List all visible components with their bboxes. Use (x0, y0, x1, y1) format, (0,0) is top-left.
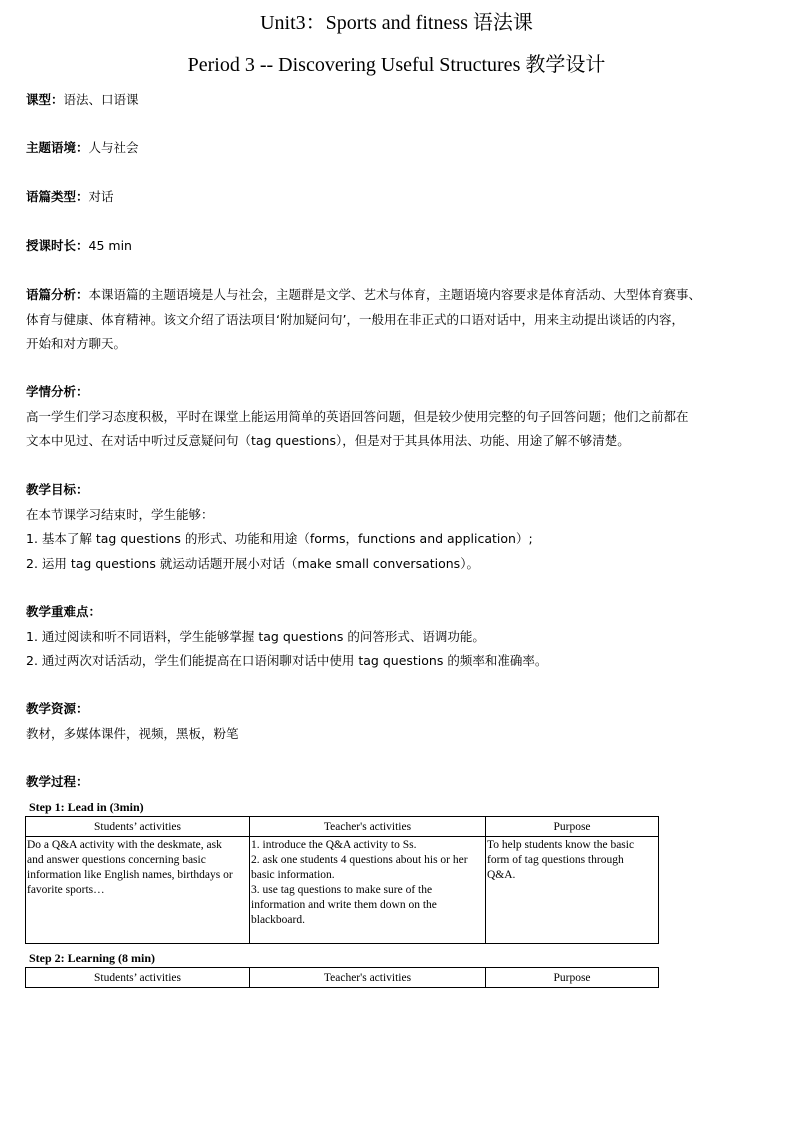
learner-line: 高一学生们学习态度积极，平时在课堂上能运用简单的英语回答问题，但是较少使用完整的句子回答问题；他们之前都在 (26, 408, 689, 424)
column-header-purpose: Purpose (486, 968, 659, 988)
field-text-type (26, 185, 781, 209)
field-duration (26, 234, 781, 258)
column-header-students: Students’ activities (26, 968, 250, 988)
cell-purpose: To help students know the basic form of tag questions through Q&A. (486, 837, 659, 944)
document-subtitle: Period 3 -- Discovering Useful Structures 教学设计 (187, 54, 606, 76)
section-label: 教学重难点： (26, 604, 102, 619)
table-row (26, 837, 659, 944)
column-header-teacher: Teacher's activities (250, 968, 486, 988)
column-header-students: Students’ activities (26, 817, 250, 837)
section-label: 教学资源： (26, 701, 89, 716)
field-value: 语法、口语课 (63, 92, 139, 107)
step-2-table (25, 967, 659, 988)
field-theme-context (26, 136, 781, 160)
objective-line: 1. 基本了解 tag questions 的形式、功能和用途（forms，functions and application）; (26, 531, 533, 546)
step-2-title: Step 2: Learning (8 min) (29, 951, 155, 965)
table-header-row (26, 817, 659, 837)
section-learner-analysis (26, 380, 778, 454)
section-label: 教学过程： (26, 774, 89, 789)
key-point-line: 2. 通过两次对话活动，学生们能提高在口语闲聊对话中使用 tag questions 的频率和准确率。 (26, 653, 548, 668)
field-label: 语篇类型： (26, 189, 89, 204)
field-value: 对话 (88, 189, 114, 204)
analysis-line: 开始和对方聊天。 (26, 336, 127, 351)
field-course-type (26, 88, 781, 112)
key-point-line: 1. 通过阅读和听不同语料，学生能够掌握 tag questions 的问答形式、语调功能。 (26, 628, 485, 644)
field-label: 授课时长： (26, 238, 89, 253)
field-value: 人与社会 (88, 140, 139, 155)
document-title: Unit3：Sports and fitness 语法课 (260, 12, 533, 34)
section-resources (26, 697, 778, 746)
objective-line: 2. 运用 tag questions 就运动话题开展小对话（make small conversations）。 (26, 555, 479, 571)
section-key-points (26, 600, 778, 674)
learner-line: 文本中见过、在对话中听过反意疑问句（tag questions），但是对于其具体用法、功能、用途了解不够清楚。 (26, 433, 630, 448)
column-header-purpose: Purpose (486, 817, 659, 837)
section-text-analysis (26, 283, 778, 357)
section-objectives (26, 478, 778, 576)
resources-text: 教材，多媒体课件，视频，黑板，粉笔 (26, 725, 239, 741)
objective-line: 在本节课学习结束时，学生能够： (26, 506, 214, 522)
step-1-title: Step 1: Lead in (3min) (29, 800, 144, 814)
field-label: 主题语境： (26, 140, 89, 155)
table-header-row (26, 968, 659, 988)
field-label: 课型： (26, 92, 64, 107)
step-1-table (25, 816, 659, 944)
cell-students-activities: Do a Q&A activity with the deskmate, ask and answer questions concerning basic information like English names, birthdays or favorite sports… (26, 837, 250, 944)
section-process (26, 770, 778, 795)
analysis-line: 体育与健康、体育精神。该文介绍了语法项目‘附加疑问句’，一般用在非正式的口语对话中，用来主动提出谈话的内容， (26, 311, 684, 327)
section-label: 语篇分析： (26, 287, 89, 302)
field-value: 45 min (88, 238, 132, 253)
analysis-line: 语篇分析：本课语篇的主题语境是人与社会，主题群是文学、艺术与体育，主题语境内容要求是体育活动、大型体育赛事、 (26, 287, 702, 302)
section-label: 教学目标： (26, 482, 89, 497)
cell-teacher-activities: 1. introduce the Q&A activity to Ss. 2. ask one students 4 questions about his or her basic information. 3. use tag questions to make sure of the information and write them down on the blackboard. (250, 837, 486, 944)
column-header-teacher: Teacher's activities (250, 817, 486, 837)
section-label: 学情分析： (26, 384, 89, 399)
